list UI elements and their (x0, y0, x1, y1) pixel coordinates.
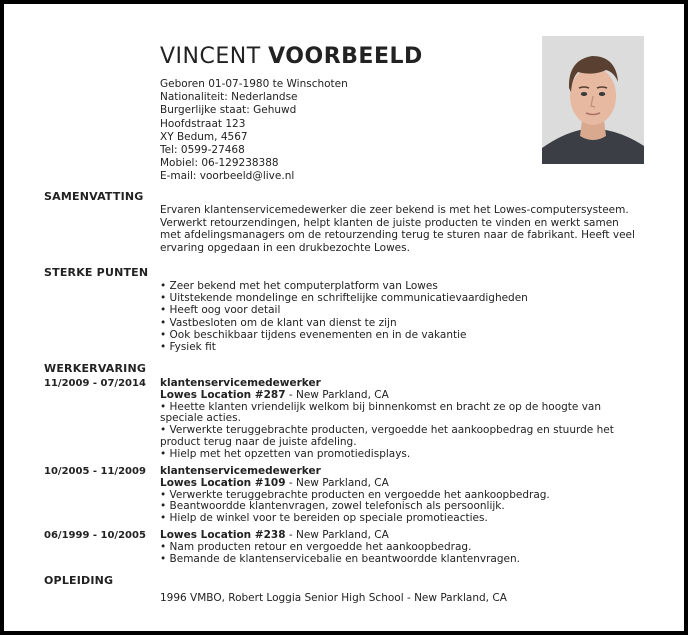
summary-title: SAMENVATTING (44, 190, 144, 203)
job-location (160, 478, 644, 490)
list-item: • Uitstekende mondelinge en schriftelijke communicatievaardigheden (160, 292, 528, 305)
job-duty: • Verwerkte teruggebrachte producten en vergoedde het aankoopbedrag. (160, 488, 550, 501)
summary-line: met afdelingsmanagers om de retourzending terug te sturen naar de fabrikant. Heeft veel (160, 229, 635, 242)
job-title: klantenservicemedewerker (160, 377, 321, 389)
company-name: Lowes Location #238 (160, 529, 286, 541)
list-item: • Heeft oog voor detail (160, 304, 281, 317)
job-city: - New Parkland, CA (285, 529, 389, 541)
postal-city: XY Bedum, 4567 (160, 130, 248, 143)
job-duty: • Beantwoordde klantenvragen, zowel telefonisch als persoonlijk. (160, 500, 505, 513)
strengths-list (160, 280, 640, 353)
summary-text (160, 204, 640, 254)
job-duty: • Verwerkte teruggebrachte producten, vergoedde het aankoopbedrag en stuurde het (160, 424, 614, 437)
job-duty: • Heette klanten vriendelijk welkom bij binnenkomst en bracht ze op de hoogte van (160, 400, 602, 413)
last-name: VOORBEELD (268, 44, 423, 69)
experience-title: WERKERVARING (44, 362, 147, 375)
job-duty: • Nam producten retour en vergoedde het aankoopbedrag. (160, 540, 472, 553)
job-duty: • Bemande de klantenservicebalie en beantwoordde klantenvragen. (160, 552, 520, 565)
profile-photo (542, 36, 644, 164)
summary-line: ervaring opgedaan in een drukbezochte Lowes. (160, 241, 410, 254)
job-content (160, 466, 644, 525)
portrait-illustration (542, 36, 644, 164)
birth-info: Geboren 01-07-1980 te Winschoten (160, 78, 348, 90)
education-line: 1996 VMBO, Robert Loggia Senior High School - New Parkland, CA (160, 592, 507, 604)
education-title: OPLEIDING (44, 574, 114, 587)
job-dates: 06/1999 - 10/2005 (44, 530, 146, 541)
job-dates: 11/2009 - 07/2014 (44, 378, 146, 389)
first-name: VINCENT (160, 44, 261, 69)
summary-line: Verwerkt retourzendingen, helpt klanten de juiste producten te vinden en werkt samen (160, 216, 619, 229)
job-city: - New Parkland, CA (285, 388, 389, 401)
list-item: • Zeer bekend met het computerplatform van Lowes (160, 280, 438, 292)
list-item: • Vastbesloten om de klant van dienst te zijn (160, 316, 397, 329)
job-content (160, 530, 644, 565)
street-address: Hoofdstraat 123 (160, 117, 246, 130)
job-location (160, 390, 644, 402)
company-name: Lowes Location #109 (160, 476, 286, 489)
phone: Tel: 0599-27468 (160, 144, 245, 157)
list-item: • Fysiek fit (160, 341, 216, 354)
job-duty: • Hielp de winkel voor te bereiden op speciale promotieacties. (160, 512, 488, 525)
list-item: • Ook beschikbaar tijdens evenementen en in de vakantie (160, 328, 467, 341)
contact-info (160, 78, 530, 184)
job-duty: speciale acties. (160, 412, 241, 425)
job-dates: 10/2005 - 11/2009 (44, 466, 146, 477)
job-content (160, 378, 644, 461)
resume-header (160, 44, 530, 184)
company-name: Lowes Location #287 (160, 388, 286, 401)
job-city: - New Parkland, CA (285, 476, 389, 489)
summary-line: Ervaren klantenservicemedewerker die zeer bekend is met het Lowes-computersysteem. (160, 204, 629, 216)
job-duty: product terug naar de juiste afdeling. (160, 435, 357, 448)
job-title: klantenservicemedewerker (160, 465, 321, 477)
email: E-mail: voorbeeld@live.nl (160, 170, 295, 183)
job-duty: • Hielp met het opzetten van promotiedisplays. (160, 447, 411, 460)
marital-status: Burgerlijke staat: Gehuwd (160, 104, 297, 117)
mobile: Mobiel: 06-129238388 (160, 157, 279, 170)
nationality: Nationaliteit: Nederlandse (160, 91, 298, 104)
strengths-title: STERKE PUNTEN (44, 266, 149, 279)
candidate-name (160, 44, 530, 70)
